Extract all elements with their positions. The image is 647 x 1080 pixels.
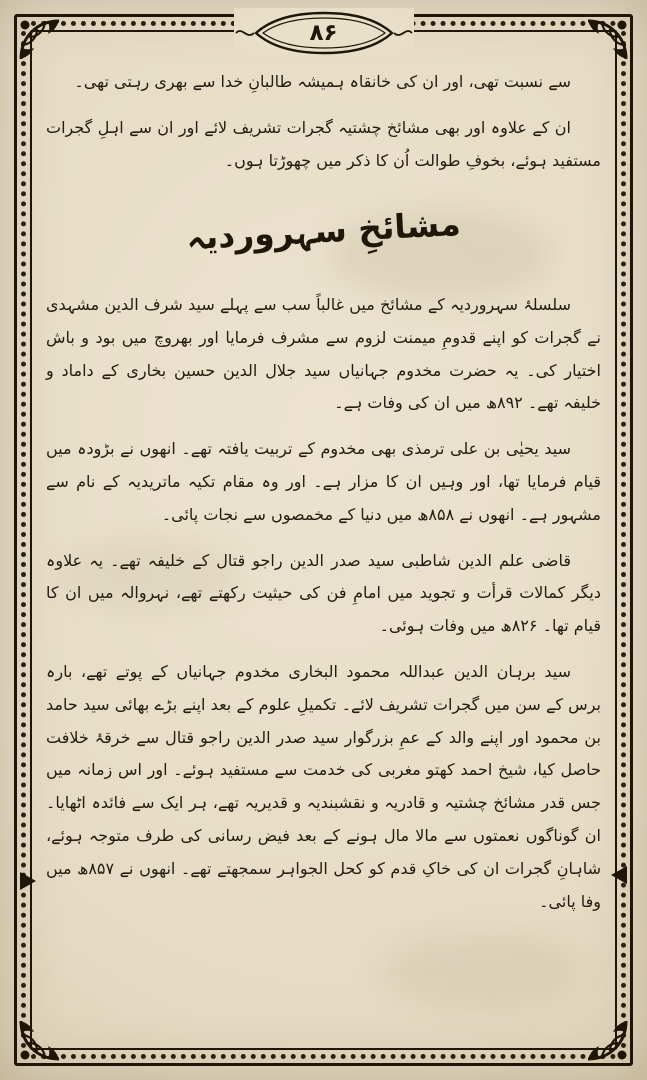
urdu-paragraph: سے نسبت تھی، اور ان کی خانقاہ ہمیشہ طالبانِ خدا سے بھری رہتی تھی۔ (74, 72, 571, 91)
urdu-paragraph: قاضی علم الدین شاطبی سید صدر الدین راجو قتال کے خلیفہ تھے۔ یہ علاوہ دیگر کمالات قرأت و تجوید میں امامِ فن کی حیثیت رکھتے تھے، نہروالہ میں ان کا قیام تھا۔ ۸۲۶ھ میں وفات ہوئی۔ (46, 550, 601, 636)
corner-ornament-icon (17, 17, 63, 63)
corner-ornament-icon (17, 1017, 63, 1063)
page-text (46, 66, 601, 1042)
section-heading: مشائخِ سہروردیہ (185, 204, 462, 258)
page-number-cartouche (234, 8, 414, 58)
urdu-paragraph: ان کے علاوہ اور بھی مشائخ چشتیہ گجرات تشریف لائے اور ان سے اہلِ گجرات مستفید ہوئے، بخوفِ طوالت اُن کا ذکر میں چھوڑتا ہوں۔ (46, 117, 601, 170)
corner-ornament-icon (584, 1017, 630, 1063)
page-number: ۸۶ (309, 19, 338, 46)
margin-ornament-icon (611, 866, 627, 884)
margin-ornament-icon (20, 872, 36, 890)
corner-ornament-icon (584, 17, 630, 63)
urdu-paragraph: سید برہان الدین عبداللہ محمود البخاری مخدوم جہانیاں کے پوتے تھے، بارہ برس کے سن میں گجرات تشریف لائے۔ تکمیلِ علوم کے بعد اپنے بڑے بھائی سید حامد بن محمود اور اپنے والد کے عمِ بزرگوار سید صدر الدین راجو قتال سے خرقۂ خلافت حاصل کیا، شیخ احمد کھتو مغربی کی خدمت سے مستفید ہوئے۔ اور اس زمانہ میں جس قدر مشائخ چشتیہ و قادریہ و نقشبندیہ و قدیریہ تھے، ہر ایک سے فائدہ اٹھایا۔ ان گوناگوں نعمتوں سے مالا مال ہونے کے بعد فیض رسانی کی طرف متوجہ ہوئے، شاہانِ گجرات ان کی خاکِ قدم کو کحل الجواہر سمجھتے تھے۔ انھوں نے ۸۵۷ھ میں وفا پائی۔ (46, 662, 601, 911)
urdu-paragraph: سلسلۂ سہروردیہ کے مشائخ میں غالباً سب سے پہلے سید شرف الدین مشہدی نے گجرات کو اپنے قدومِ میمنت لزوم سے مشرف فرمایا اور بھروچ میں بود و باش اختیار کی۔ یہ حضرت مخدوم جہانیاں سید جلال الدین حسین بخاری کے داماد و خلیفہ تھے۔ ۸۹۲ھ میں ان کی وفات ہے۔ (46, 295, 601, 413)
urdu-paragraph: سید یحیٰی بن علی ترمذی بھی مخدوم کے تربیت یافتہ تھے۔ انھوں نے بڑودہ میں قیام فرمایا تھا، اور وہیں ان کا مزار ہے۔ اور وہ مقام تکیہ ماتریدیہ کے نام سے مشہور ہے۔ انھوں نے ۸۵۸ھ میں دنیا کے مخمصوں سے نجات پائی۔ (46, 439, 601, 524)
